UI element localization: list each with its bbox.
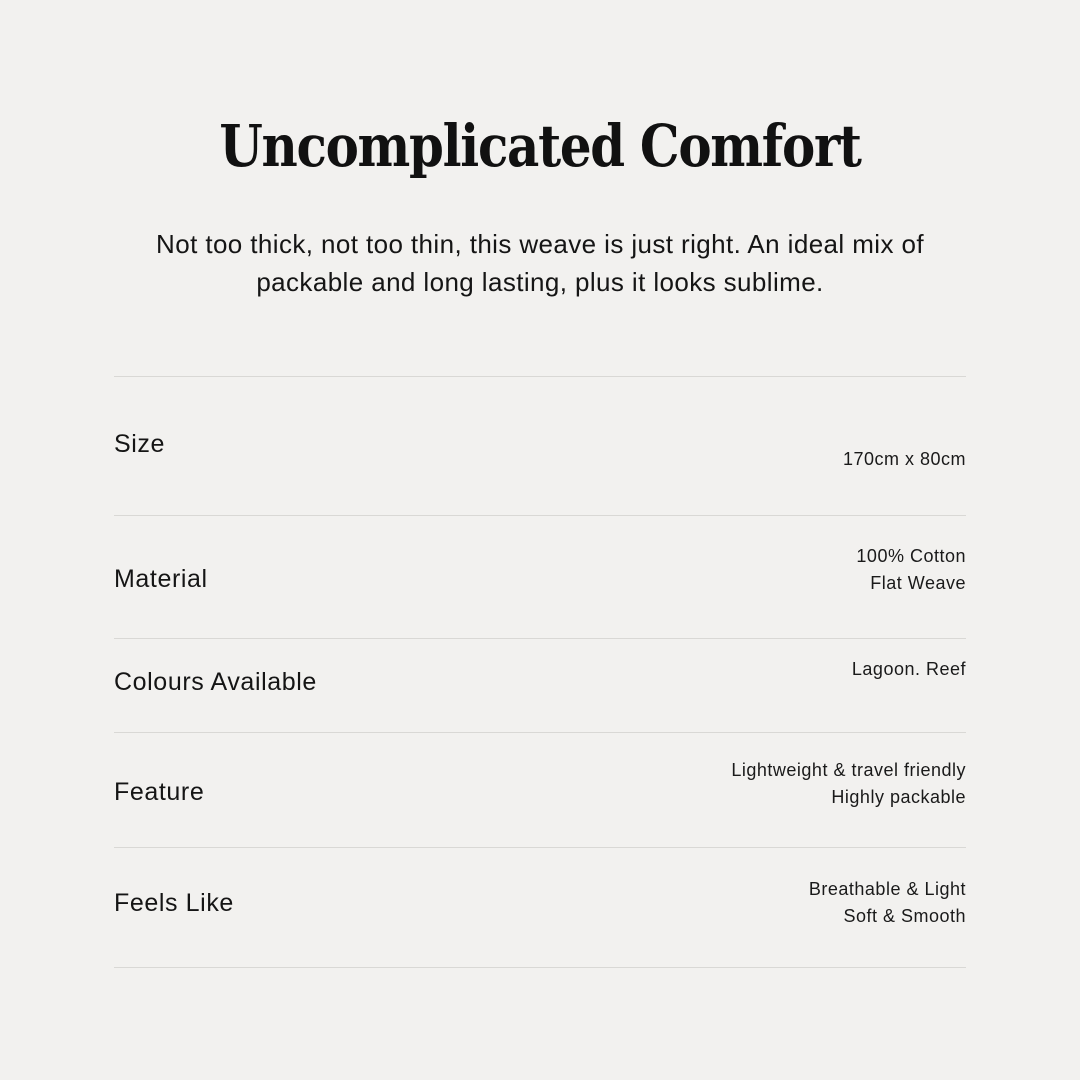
spec-label-material: Material: [114, 565, 208, 593]
spec-value-material: [856, 543, 966, 597]
divider: [114, 638, 966, 639]
divider: [114, 967, 966, 968]
divider: [114, 732, 966, 733]
spec-label-colours: Colours Available: [114, 668, 317, 696]
spec-value-size: [843, 446, 966, 473]
spec-value-line: Lightweight & travel friendly: [731, 760, 966, 780]
spec-value-line: Lagoon. Reef: [851, 659, 966, 679]
spec-value-feels-like: [809, 876, 966, 930]
spec-value-line: Highly packable: [831, 787, 966, 807]
spec-label-feature: Feature: [114, 778, 205, 806]
spec-value-feature: [731, 757, 966, 811]
page-title: Uncomplicated Comfort: [219, 112, 861, 180]
divider: [114, 376, 966, 377]
spec-label-feels-like: Feels Like: [114, 889, 234, 917]
spec-value-line: 170cm x 80cm: [842, 449, 966, 469]
spec-value-line: Flat Weave: [870, 573, 966, 593]
divider: [114, 847, 966, 848]
spec-label-size: Size: [114, 430, 166, 458]
spec-value-line: Soft & Smooth: [843, 906, 966, 926]
spec-value-colours: [852, 656, 966, 683]
spec-value-line: 100% Cotton: [856, 546, 966, 566]
product-description: Not too thick, not too thin, this weave is just right. An ideal mix of packable and long lasting, plus it looks sublime.: [156, 229, 924, 297]
divider: [114, 515, 966, 516]
spec-value-line: Breathable & Light: [808, 879, 966, 899]
